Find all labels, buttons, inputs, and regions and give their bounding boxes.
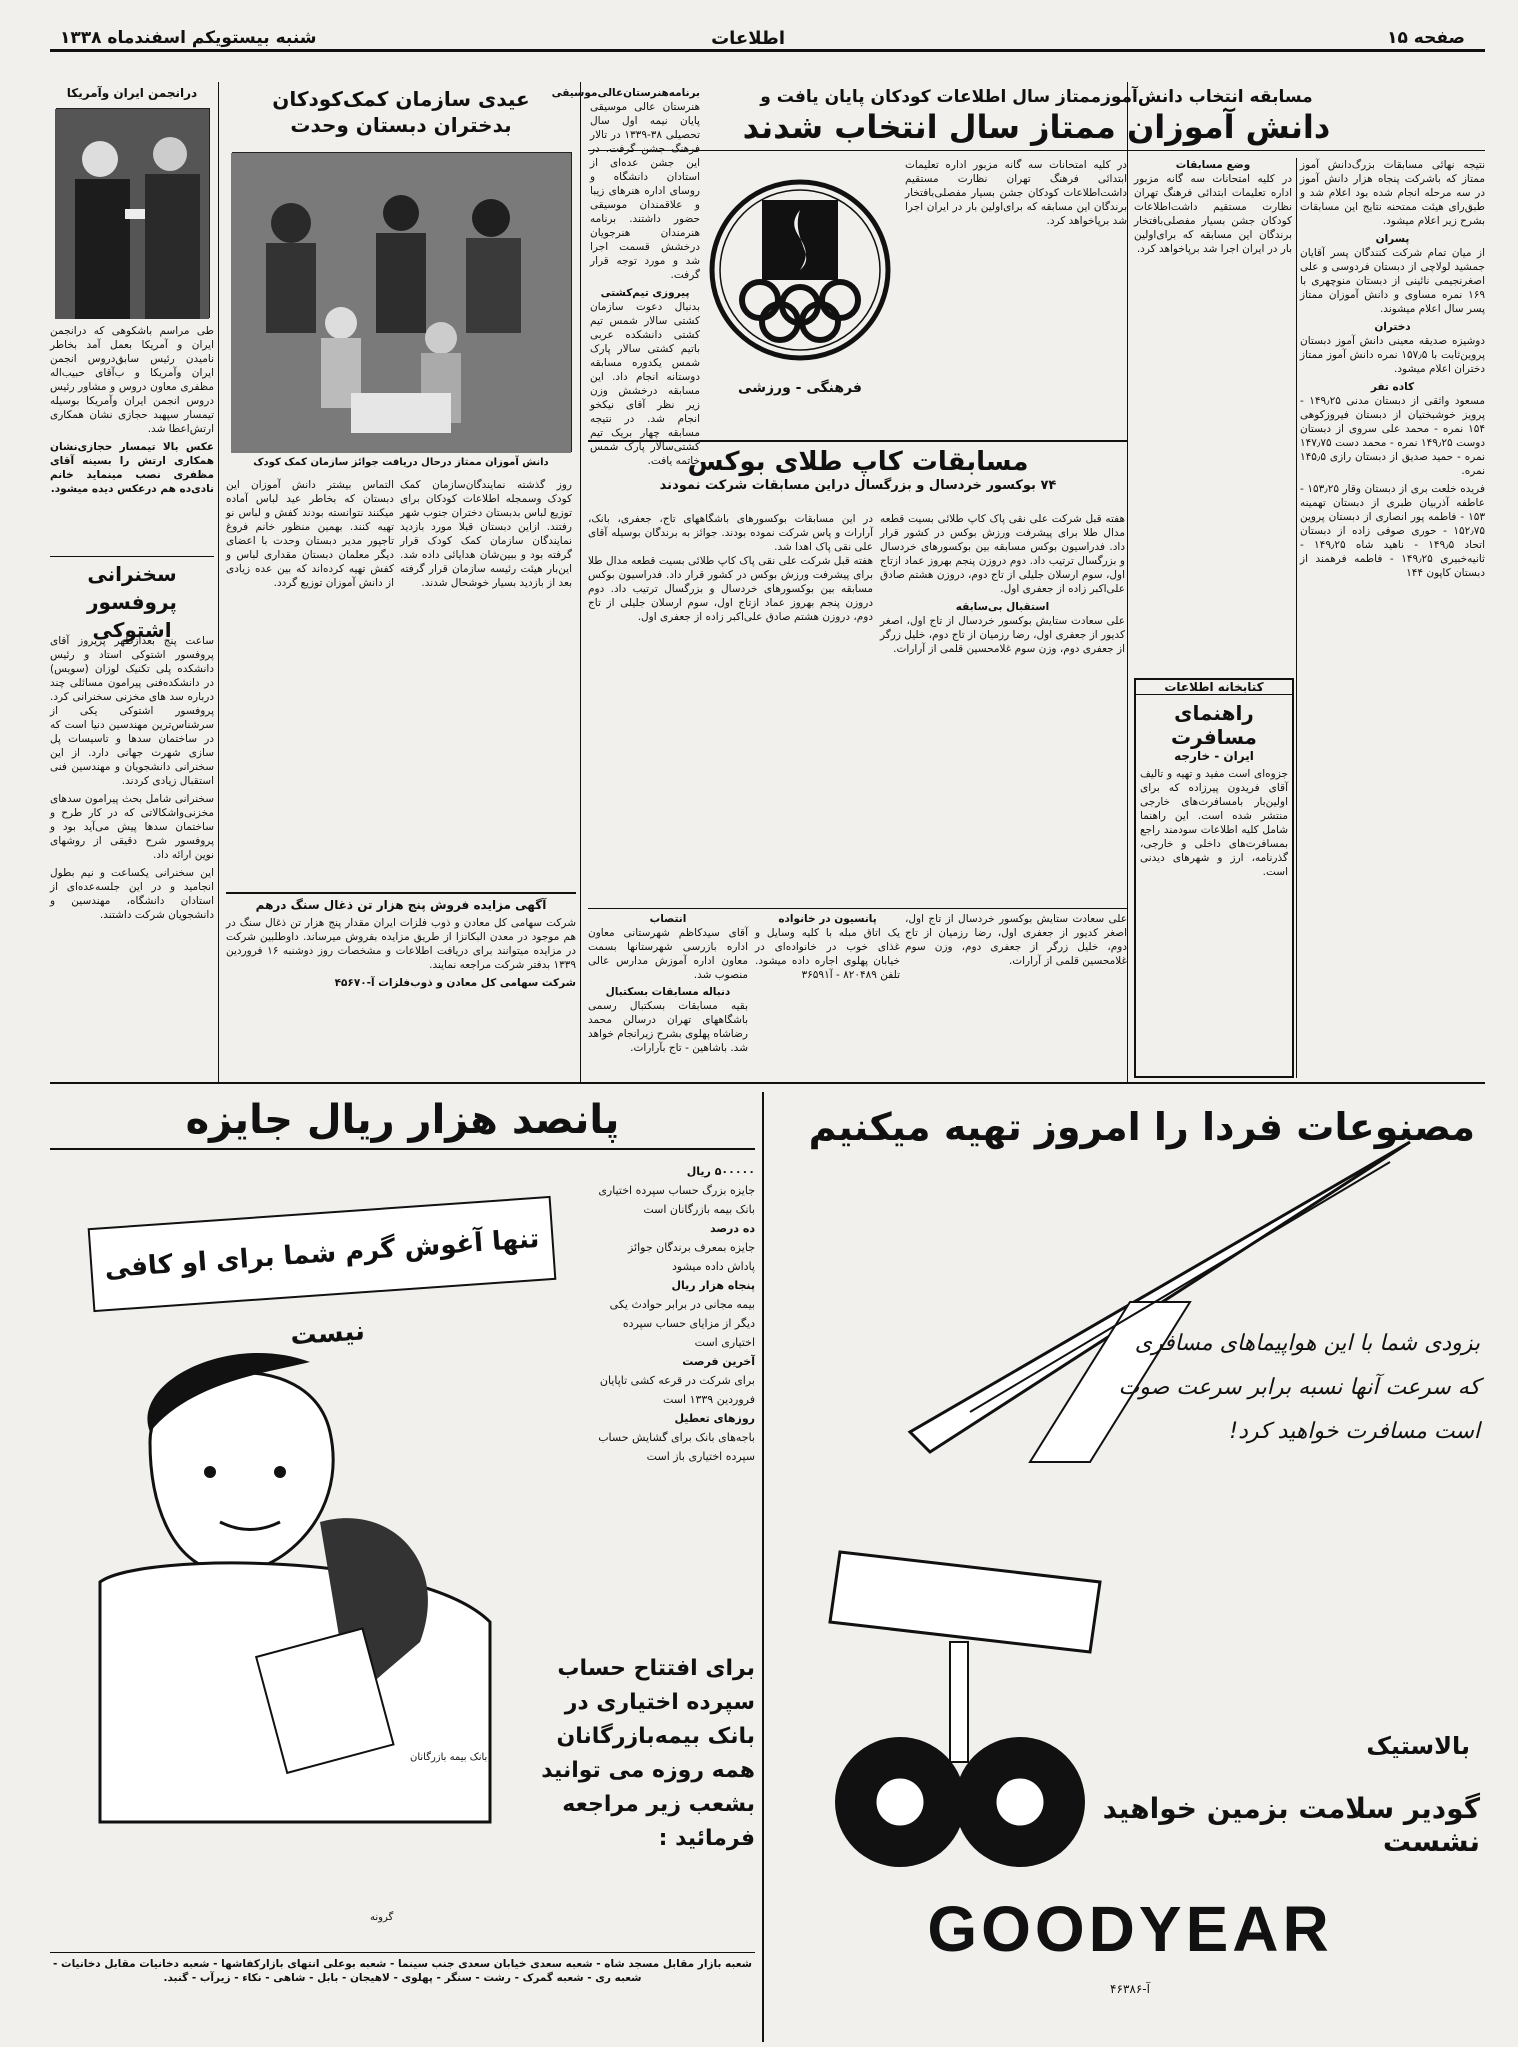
- boxing-deck: ۷۴ بوکسور خردسال و بزرگسال دراین مسابقات شرکت نمودند: [659, 478, 1057, 493]
- subhead-status: وضع مسابقات: [1175, 159, 1251, 171]
- library-subtitle: ایران - خارجه: [1174, 749, 1254, 763]
- logo-caption: فرهنگی - ورزشی: [738, 380, 862, 396]
- goodyear-body-line: بزودی شما با این هواپیماهای مسافری: [1134, 1331, 1480, 1356]
- goodyear-logo: GOODYEAR: [927, 1893, 1333, 1965]
- competition-intro: نتیجه نهائی مسابقات بزرگ‌دانش آموز ممتاز که باشرکت پنجاه هزار دانش آموز در سه مرحله انجام شده بود اعلام شد و طبق‌رای هیئت ممتحنه نتایج این مسابقات بشرح زیر اعلام میشود.: [1300, 159, 1485, 227]
- auction-notice: [226, 892, 576, 1078]
- prize-line: برای شرکت در قرعه کشی تاپایان: [599, 1374, 755, 1387]
- children-org-col-1: [400, 478, 572, 888]
- boxing-body-3b: علی سعادت ستایش بوکسور خردسال از تاج اول، اصغر کدیور از جعفری اول، رضا رزمیان از تاج دوم، خلیل زرگر از جعفری دوم، وزن سوم غلامحسین قلمی از آرارات.: [905, 913, 1127, 967]
- auction-body: شرکت سهامی کل معادن و ذوب فلزات ایران مقدار پنج هزار تن ذغال سنگ در هم موجود در معدن البکانزا از طریق مزایده بفروش میرساند. داوطلبین شرکت در مزایده میتوانند برای دریافت اطلاعات و مشخصات روز دوشنبه ۱۶ فروردین ۱۳۳۹ بدفتر شرکت مراجعه نمایند.: [226, 917, 576, 971]
- bank-ad-slogan: تنها آغوش گرم شما برای او کافی نیست: [103, 1223, 541, 1352]
- children-photo-caption: دانش آموزان ممتاز درحال دریافت جوائز سازمان کمک کودک: [253, 457, 549, 468]
- basketball-notice: [588, 985, 748, 1080]
- section-rule: [50, 1082, 1485, 1084]
- competition-headline: دانش آموزان ممتاز سال انتخاب شدند: [742, 108, 1331, 146]
- goodyear-tire-word: بالاستیک: [1366, 1732, 1470, 1760]
- lecture-headline-1: سخنرانی: [87, 562, 177, 586]
- prize-line: ده درصد: [710, 1222, 755, 1235]
- wrestling-body: بدنبال دعوت سازمان کشتی سالار شمس تیم کشتی دانشکده عربی باتیم کشتی سالار پارک شمس یکدوره مسابقه دوستانه انجام داد. این مسابقه درخشش وزن زیر نظر آقای نیکخو انجام شد. در نتیجه مسابقه چهار بریک تیم کشتی‌سالار پارک شمس خاتمه یافت.: [590, 301, 700, 467]
- goodyear-tagline: گودیر سلامت بزمین خواهید نشست: [1102, 1792, 1480, 1858]
- boys-results: از میان تمام شرکت کنندگان پسر آقایان جمشید لولاچی از دبستان فردوسی و علی اصغرنجیمی نائینی از دبستان منوچهری با ۱۶۹ نمره مساوی و دانش آموزان ممتاز پسر سال اعلام میشوند.: [1300, 247, 1485, 315]
- ceremony-photo-image: [55, 109, 209, 319]
- issue-date: شنبه بیستویکم اسفندماه ۱۳۳۸: [60, 28, 317, 48]
- prize-line: جایزه بزرگ حساب سپرده اختیاری: [598, 1184, 755, 1197]
- pension-body: یک اتاق مبله با کلیه وسایل و غذای خوب در خانواده‌ای در خیابان پهلوی اجاره داده میشود. تلفن ۸۲۰۴۸۹ - آ۳۶۵۹۱: [755, 927, 900, 981]
- lecture-body-1: ساعت پنج بعدازظهر پریروز آقای پروفسور اشتوکی استاد و رئیس دانشکده پلی تکنیک لوزان (سویس) در دانشکده‌فنی پیرامون مسائلی چند درباره سد های مخزنی سخنرانی کرد. پروفسور اشتوکی یکی از سرشناس‌ترین مهندسین دنیا است که در ساختمان سدها و تاسیسات پل سازی شهرت جهانی دارد. از این سخنرانی دانشجویان و مهندسین فنی استقبال زیادی کردند.: [50, 635, 214, 787]
- lecture-text: [50, 634, 214, 1078]
- boxing-continued: [905, 912, 1127, 1077]
- subhead-girls: دختران: [1374, 321, 1411, 333]
- iran-america-caption: عکس بالا تیمسار حجازی‌نشان همکاری ارتش را بسینه آقای مظفری نصب مینماید خانم نادی‌ده هم در‌عکس دیده میشود.: [50, 441, 214, 495]
- goodyear-ad: [770, 1092, 1485, 2047]
- children-org-headline-1: عیدی سازمان کمک‌کودکان: [272, 87, 530, 111]
- pension-notice: [755, 912, 900, 1012]
- music-heading: برنامه‌هنرستان‌عالی‌موسیقی: [551, 87, 700, 99]
- basketball-heading: دنباله مسابقات بسکتبال: [605, 986, 731, 998]
- children-org-body-1: روز گذشته نمایندگان‌سازمان کمک کودک وسمجله اطلاعات کودکان برای توزیع لباس بدبستان دختران جنوب شهر رفتند. ازاین دبستان قبلا مورد بازدید نمایندگان سازمان کمک کودک قرار گرفته بود و ببین‌شان هدایائی داده شد. این‌بار هیئت رئیسه سازمان قرار گرفته بعد از بازدید بسیار خوشحال شدند.: [400, 479, 572, 589]
- goodyear-body-line: که سرعت آنها نسبه برابر سرعت صوت: [1118, 1375, 1480, 1400]
- competition-headline-block: [551, 86, 1485, 146]
- lecture-body-3: این سخنرانی یکساعت و نیم بطول انجامید و در این جلسه‌عده‌ای از استادان دانشگاه، مهندسین و دانشجویان شرکت داشتند.: [50, 867, 214, 921]
- prize-line: بیمه مجانی در برابر حوادث یکی: [609, 1298, 755, 1311]
- bank-ad-headline: پانصد هزار ریال جایزه: [50, 1092, 755, 1150]
- children-org-headline: [226, 86, 576, 146]
- library-heading: کتابخانه اطلاعات: [1136, 680, 1292, 695]
- competition-status-text: در کلیه امتحانات سه گانه مزبور اداره تعلیمات ابتدائی فرهنگ تهران نظارت مستقیم داشت‌اطلاعات کودکان جشن بسیار مفصلی‌بافتخار برندگان این مسابقه که برای‌اولین بار در ایران اجرا شد برپاخواهد کرد.: [1134, 173, 1292, 255]
- auction-heading: آگهی مزایده فروش پنج هزار تن ذغال سنگ درهم: [255, 898, 547, 912]
- subhead-boys: پسران: [1375, 233, 1410, 245]
- boxing-subhead: استقبال بی‌سابقه: [955, 601, 1050, 613]
- children-org-body-2: التماس بیشتر دانش آموزان این دبستان که بخاطر عید لباس آماده میکنند نتوانسته بودند کفش و لباس نو تهیه کنند. بهمین منظور خانم فروغ تاجپور مدیر دبستان وحدت با اعضای دیگر معلمان دبستان مقداری لباس و کفش تهیه کرده‌اند که بین عده زیادی از دانش آموزان توزیع گردد.: [226, 479, 394, 589]
- iran-america-body: طی مراسم باشکوهی که درانجمن ایران و آمریکا بعمل آمد بخاطر نامیدن رئیس سابق‌دروس انجمن ایران وآمریکا و ب‌آقای حبیب‌اله مظفری معاون دروس و مشاور رئیس دروس انجمن ایران وآمریکا بوسیله تیمسار سپهبد حجازی نشان همکاری ارتش‌اعطا شد.: [50, 325, 214, 435]
- subhead-ten: کاده تفر: [1370, 381, 1415, 393]
- goodyear-body: [1030, 1322, 1480, 1472]
- lecture-headline-block: [50, 560, 214, 642]
- boxing-body-2: در این مسابقات بوکسورهای باشگاههای تاج، جعفری، بانک، آرارات و پاس شرکت نموده بودند. جوائز به برندگان بوسیله آقای علی نقی پاک اهدا شد.: [588, 513, 873, 553]
- children-org-headline-2: بدختران دبستان وحدت: [290, 113, 512, 137]
- boxing-body-3: علی سعادت ستایش بوکسور خردسال از تاج اول، اصغر کدیور از جعفری اول، رضا رزمیان از تاج دوم، خلیل زرگر از جعفری دوم، وزن سوم غلامحسین قلمی از آرارات.: [880, 615, 1125, 655]
- basketball-body: بقیه مسابقات بسکتبال رسمی باشگاههای تهران درسالن محمد رضاشاه پهلوی بشرح زیرانجام خواهد شد. باشاهین - تاج بآرارات.: [588, 1000, 748, 1054]
- boxing-col-2: [588, 512, 873, 907]
- goodyear-code: آ-۴۶۳۸۶: [1110, 1982, 1150, 1996]
- prize-line: پنجاه هزار ریال: [671, 1279, 755, 1292]
- appointment-heading: انتصاب: [649, 913, 687, 925]
- competition-kicker: مسابقه انتخاب دانش‌آموزممتاز سال اطلاعات کودکان پایان یافت و: [760, 87, 1313, 107]
- children-org-col-2: [226, 478, 394, 888]
- bank-branches: شعبه بازار مقابل مسجد شاه - شعبه سعدی خیابان سعدی جنب سینما - شعبه بوعلی انتهای بازارکفاشها - شعبه دخانیات مقابل دخانیات - شعبه ری - شعبه گمرک - رشت - سنگر - پهلوی - لاهیجان - بابل - شاهی - نکاء - زیرآب - گنبد.: [50, 1952, 755, 2032]
- girls-results: دوشیزه صدیقه معینی دانش آموز دبستان پروین‌ثابت با ۱۵۷٫۵ نمره دانش آموز ممتاز دختران اعلام میشود.: [1300, 335, 1485, 375]
- column-rule: [218, 82, 219, 1082]
- prize-line: باجه‌های بانک برای گشایش حساب: [598, 1431, 755, 1444]
- competition-ceremony-column: [905, 158, 1127, 458]
- mother-child-illustration: [90, 1322, 510, 1822]
- page-number: صفحه ۱۵: [1387, 28, 1465, 48]
- music-wrestling-column: [551, 86, 700, 467]
- prize-line: جایزه بمعرف برندگان جوائز: [627, 1241, 755, 1254]
- column-rule: [580, 82, 581, 1082]
- bank-ad-slogan-box: [88, 1196, 557, 1352]
- boxing-body-1b: هفته قبل شرکت علی نقی پاک کاپ طلائی بسیت قطعه مدال طلا برای پیشرفت ورزش بوکس در کشور قرار داد. فدراسیون بوکس مسابقه بین بوکسورهای خردسال و بزرگسال ترتیب داد. دوم دروزن پنجم بهروز عماد ازتاج اول، سوم ارسلان جلیلی از تاج دوم، دروزن هشتم صادق علی‌اکبر زاده از جعفری اول.: [588, 555, 873, 623]
- children-photo-image: [231, 153, 571, 453]
- goodyear-body-line: است مسافرت خواهید کرد!: [1229, 1419, 1480, 1444]
- prize-line: سپرده اختیاری باز است: [646, 1450, 755, 1463]
- page-header: [50, 26, 1485, 52]
- iran-america-photo: [56, 108, 210, 318]
- iran-america-text: [50, 324, 214, 554]
- wrestling-heading: پیروزی تیم‌کشتی: [600, 287, 690, 299]
- appointment-body: آقای سیدکاظم شهرستانی معاون اداره بازرسی شهرستانها بسمت معاون اداره آموزش مدارس عالی منصوب شد.: [588, 927, 748, 981]
- newspaper-name: اطلاعات: [711, 28, 785, 49]
- lecture-body-2: سخنرانی شامل بحث پیرامون سدهای مخزنی‌واشکالاتی که در کار طرح و ساختمان سدها پیش می‌آید بود و پروفسور شرح دقیقی از روشهای نوین ارائه داد.: [50, 793, 214, 861]
- auction-signature: شرکت سهامی کل معادن و ذوب‌فلزات آ-۴۵۶۷۰: [334, 977, 576, 989]
- boys-top-ten: مسعود واثقی از دبستان مدنی ۱۴۹٫۲۵ - پرویز خوشبختیان از دبستان فیروزکوهی ۱۵۴ نمره - محمد علی سروی از دبستان دوست ۱۴۹٫۲۵ نمره - محمد دست ۱۴۷٫۷۵ نمره - حمید صدیق از دبستان رازی ۱۴۵٫۵ نمره.: [1300, 395, 1485, 477]
- competition-ceremony-text: در کلیه امتحانات سه گانه مزبور اداره تعلیمات ابتدائی فرهنگ تهران نظارت مستقیم داشت‌اطلاعات کودکان جشن بسیار مفصلی‌بافتخار برندگان این مسابقه که برای‌اولین بار در ایران اجرا شد برپاخواهد کرد.: [905, 159, 1127, 227]
- bank-ad: [50, 1092, 755, 2047]
- lecture-headline-2: پروفسور اشتوکی: [87, 590, 177, 642]
- prize-line: آخرین فرصت: [682, 1355, 755, 1368]
- prize-line: دیگر از مزایای حساب سپرده: [622, 1317, 755, 1330]
- competition-status-column: [1134, 158, 1292, 678]
- children-photo: [232, 152, 572, 452]
- prize-line: بانک بیمه بازرگانان است: [643, 1203, 755, 1216]
- competition-results-column: [1300, 158, 1485, 1078]
- boxing-headline: مسابقات کاپ طلای بوکس: [687, 447, 1029, 477]
- iran-america-heading: درانجمن ایران وآمریکا: [66, 86, 198, 100]
- boxing-body-1: هفته قبل شرکت علی نقی پاک کاپ طلائی بسیت قطعه مدال طلا برای پیشرفت ورزش بوکس در کشور قرار داد. فدراسیون بوکس مسابقه بین بوکسورهای خردسال و بزرگسال ترتیب داد. دوم دروزن پنجم بهروز عماد ازتاج اول، سوم ارسلان جلیلی از تاج دوم، دروزن هشتم صادق علی‌اکبر زاده از جعفری اول.: [880, 513, 1125, 595]
- bank-logo-label: بانک بیمه بازرگانان: [410, 1752, 488, 1763]
- library-title: راهنمای مسافرت: [1171, 701, 1257, 749]
- pension-heading: پانسیون در خانواده: [778, 913, 877, 925]
- cultural-sports-logo: [700, 160, 900, 420]
- goodyear-headline: مصنوعات فردا را امروز تهیه میکنیم: [808, 1105, 1475, 1149]
- artist-signature: گرونه: [370, 1912, 394, 1923]
- column-rule: [1127, 82, 1128, 1082]
- prize-line: اختیاری است: [694, 1336, 755, 1349]
- girls-top-ten: فریده خلعت بری از دبستان وقار ۱۵۳٫۲۵ - عاطفه آذربیان طبری از دبستان تهمینه ۱۵۳ - فاطمه پور انصاری از دبستان پروین ۱۵۲٫۷۵ - حوری صوفی زاده از دبستان اتحاد ۱۴۹٫۵ - ناهید شاه ۱۴۹٫۲۵ - ثانیه‌خبیری ۱۴۹٫۲۵ - فاطمه فرهمند از دبستان کاپون ۱۴۴: [1300, 483, 1485, 579]
- library-body: جزوه‌ای است مفید و تهیه و تالیف آقای فریدون پیرزاده که برای اولین‌بار بامسافرت‌های خارجی منتشر شده است. این راهنما شامل کلیه اطلاعات سودمند راجع بمسافرت‌های داخلی و خارجی، گذرنامه، ارز و شهرهای دیدنی است.: [1140, 768, 1288, 878]
- bank-prizes-list: [525, 1162, 755, 1642]
- library-box: [1134, 678, 1294, 1078]
- prize-line: فروردین ۱۳۳۹ است: [662, 1393, 755, 1406]
- prize-line: ۵۰۰۰۰۰ ریال: [686, 1165, 755, 1178]
- appointment-notice: [588, 912, 748, 982]
- music-body: هنرستان عالی موسیقی پایان نیمه اول سال تحصیلی ۳۸-۱۳۳۹ در تالار فرهنگ جشن گرفت. در این جشن عده‌ای از استادان دانشگاه و روسای اداره هنرهای زیبا و علاقمندان موسیقی حضور داشتند. برنامه هنرمندان هنرجویان درخشش قسمت اجرا شد و مورد توجه قرار گرفت.: [590, 101, 700, 281]
- prize-line: روزهای تعطیل: [674, 1412, 755, 1425]
- boxing-col-1: [880, 512, 1125, 907]
- bank-ad-call: برای افتتاح حساب سپرده اختیاری در بانک بیمه‌بازرگانان همه روزه می توانید بشعب زیر مراجعه فرمائید :: [541, 1656, 755, 1851]
- prize-line: پاداش داده میشود: [671, 1260, 755, 1273]
